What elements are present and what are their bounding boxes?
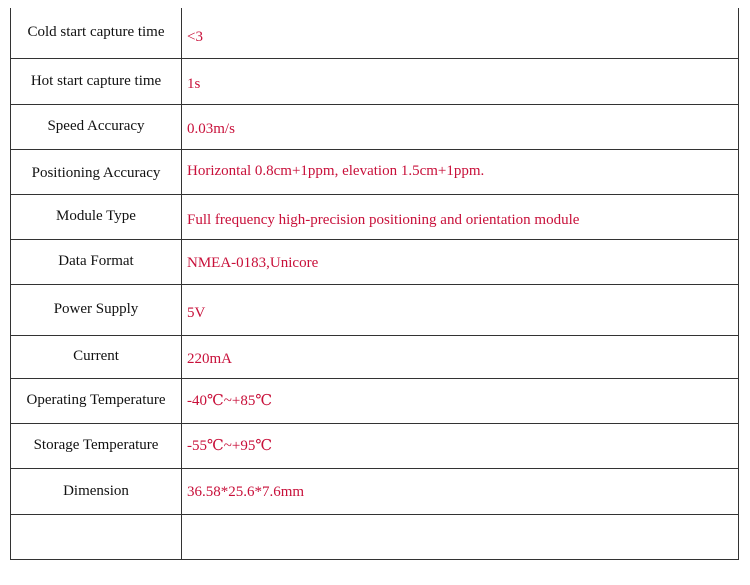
row-value: Full frequency high-precision positioning and orientation module	[182, 194, 739, 239]
table-row	[11, 423, 739, 468]
table-row	[11, 149, 739, 194]
table-row	[11, 194, 739, 239]
row-label: Positioning Accuracy	[11, 149, 182, 194]
row-label: Hot start capture time	[11, 58, 182, 104]
row-label: Power Supply	[11, 284, 182, 335]
table-row	[11, 239, 739, 284]
row-value: -40℃~+85℃	[182, 378, 739, 423]
row-label: Speed Accuracy	[11, 104, 182, 149]
row-label: Dimension	[11, 468, 182, 514]
row-value: 220mA	[182, 335, 739, 378]
row-value: 36.58*25.6*7.6mm	[182, 468, 739, 514]
spec-table	[10, 8, 739, 560]
row-label: Operating Temperature	[11, 378, 182, 423]
row-value: NMEA-0183,Unicore	[182, 239, 739, 284]
row-value: 5V	[182, 284, 739, 335]
row-value: Horizontal 0.8cm+1ppm, elevation 1.5cm+1ppm.	[182, 149, 739, 194]
table-row	[11, 468, 739, 514]
table-row	[11, 8, 739, 58]
table-row	[11, 378, 739, 423]
row-label: Data Format	[11, 239, 182, 284]
table-row	[11, 104, 739, 149]
row-value: -55℃~+95℃	[182, 423, 739, 468]
table-row	[11, 58, 739, 104]
row-label: Module Type	[11, 194, 182, 239]
row-value: 1s	[182, 58, 739, 104]
table-row	[11, 284, 739, 335]
row-label	[11, 514, 182, 559]
row-value	[182, 514, 739, 559]
row-label: Storage Temperature	[11, 423, 182, 468]
row-label: Cold start capture time	[11, 8, 182, 58]
row-value: 0.03m/s	[182, 104, 739, 149]
table-row-empty	[11, 514, 739, 559]
row-label: Current	[11, 335, 182, 378]
row-value: <3	[182, 8, 739, 58]
table-row	[11, 335, 739, 378]
